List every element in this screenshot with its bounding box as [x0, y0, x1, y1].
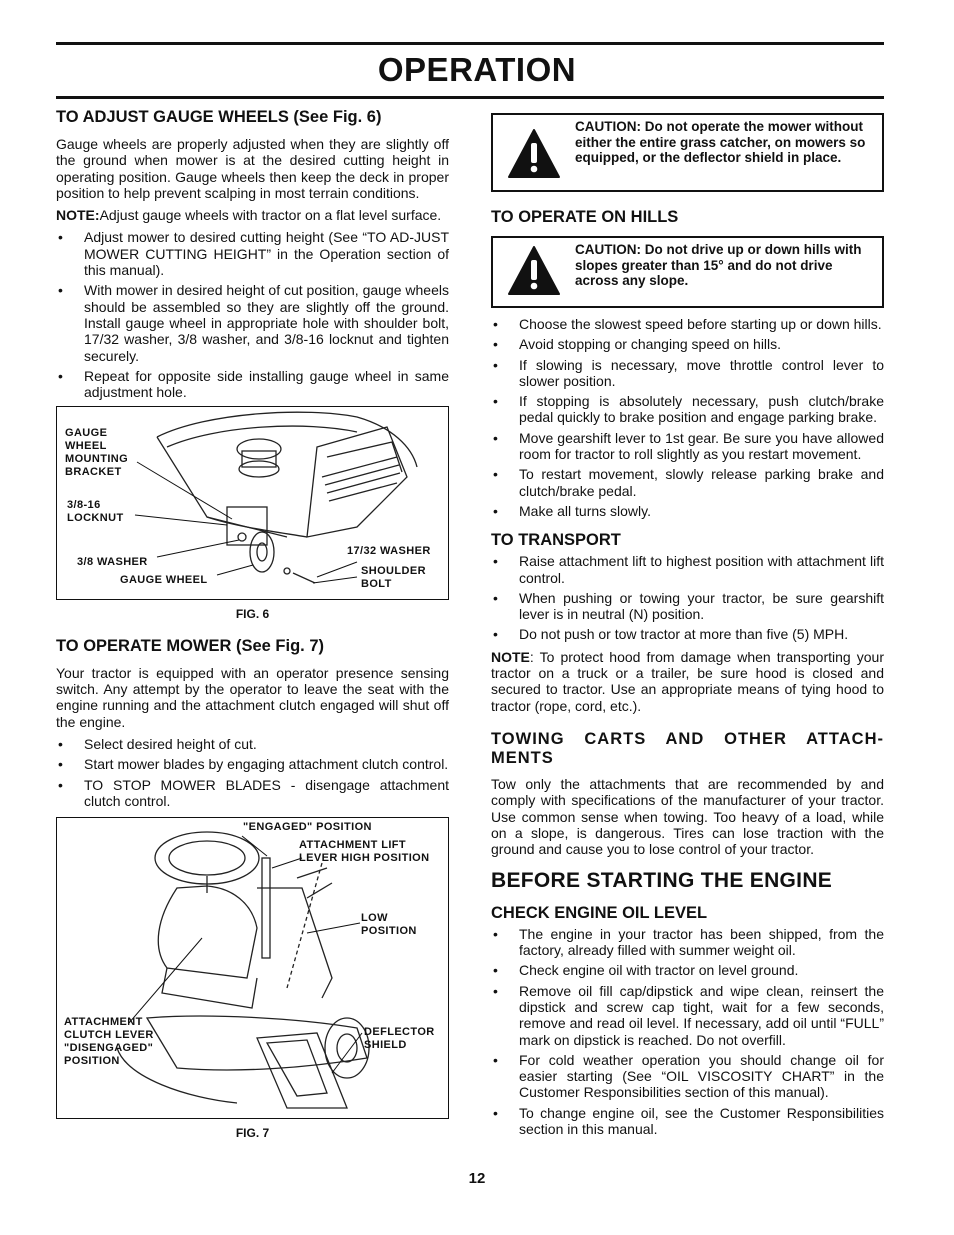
- list-item: • With mower in desired height of cut position, gauge wheels should be assembled so they are slightly off the ground. Install gauge wheel in appropriate hole with shoulder bolt, 17/32 washer, 3/8 washer, and 3/8-16 locknut and tighten securely.: [56, 282, 449, 363]
- oil-level-heading: CHECK ENGINE OIL LEVEL: [491, 903, 708, 922]
- list-item: • Select desired height of cut.: [56, 736, 449, 752]
- list-item: • Repeat for opposite side installing gauge wheel in same adjustment hole.: [56, 368, 449, 401]
- mower-intro: Your tractor is equipped with an operator presence sensing switch. Any attempt by the operator to leave the seat with the engine running and the attachment clutch engaged will shut off the engine.: [56, 664, 449, 730]
- fig6-caption: FIG. 6: [235, 607, 270, 622]
- list-item: • Adjust mower to desired cutting height (See “TO AD-JUST MOWER CUTTING HEIGHT” in the Operation section of this manual).: [56, 229, 449, 278]
- list-item: • Choose the slowest speed before starting up or down hills.: [491, 316, 884, 332]
- gauge-wheel-label: GAUGE WHEEL: [120, 574, 208, 587]
- list-item: • Check engine oil with tractor on level ground.: [491, 962, 884, 978]
- fig6-illustration: [56, 406, 449, 600]
- towing-heading: TOWING CARTS AND OTHER ATTACH-MENTS: [491, 729, 884, 767]
- fig7-illustration: [56, 817, 449, 1119]
- caution-box-mower: [491, 113, 884, 192]
- list-item: • To change engine oil, see the Customer Responsibilities section in this manual.: [491, 1105, 884, 1138]
- list-item: • TO STOP MOWER BLADES - disengage attachment clutch control.: [56, 777, 449, 810]
- warning-triangle-icon: [507, 127, 561, 181]
- caution-text: CAUTION: Do not operate the mower without either the entire grass catcher, on mowers so equipped, or the deflector shield in place.: [575, 119, 866, 166]
- list-item: • Avoid stopping or changing speed on hills.: [491, 336, 884, 352]
- note-label: NOTE: [491, 648, 530, 665]
- washer38-label: 3/8 WASHER: [77, 556, 148, 569]
- list-item: • Remove oil fill cap/dipstick and wipe clean, reinsert the dipstick and screw cap tight, wait for a few seconds, remove and read oil level. If necessary, add oil until “FULL” mark on dipstick is reached. Do not overfill.: [491, 983, 884, 1048]
- washer1732-label: 17/32 WASHER: [347, 545, 431, 558]
- transport-heading: TO TRANSPORT: [491, 531, 621, 550]
- gauge-note: [56, 207, 449, 223]
- bracket-label: GAUGE WHEEL MOUNTING BRACKET: [65, 427, 129, 479]
- page-number: 12: [468, 1170, 486, 1187]
- gauge-bullets: [56, 229, 449, 400]
- fig7-caption: FIG. 7: [235, 1126, 270, 1141]
- oil-bullets: [491, 926, 884, 1138]
- locknut-label: 3/8-16 LOCKNUT: [67, 499, 124, 525]
- clutch-lever-label: ATTACHMENT CLUTCH LEVER "DISENGAGED" POSITION: [64, 1016, 154, 1068]
- list-item: • If stopping is absolutely necessary, push clutch/brake pedal quickly to brake position and engage parking brake.: [491, 393, 884, 426]
- page-title: OPERATION: [377, 51, 577, 88]
- right-column: [491, 113, 884, 1143]
- low-position-label: LOW POSITION: [361, 912, 417, 938]
- warning-triangle-icon: [507, 244, 561, 298]
- top-rule: [56, 42, 884, 45]
- deflector-label: DEFLECTOR SHIELD: [364, 1026, 435, 1052]
- left-column: [56, 108, 449, 1155]
- transport-note: [491, 649, 884, 714]
- gauge-heading: TO ADJUST GAUGE WHEELS (See Fig. 6): [56, 108, 382, 126]
- note-label: NOTE:: [56, 207, 100, 224]
- note-text: : To protect hood from damage when transporting your tractor on a truck or a trailer, be sure hood is closed and secured to tractor. Use an appropriate means of tying hood to tractor (rope, cord, etc.).: [491, 648, 884, 714]
- transport-bullets: [491, 553, 884, 642]
- list-item: • When pushing or towing your tractor, be sure gearshift lever is in neutral (N) position.: [491, 590, 884, 623]
- note-text: Adjust gauge wheels with tractor on a flat level surface.: [99, 207, 442, 224]
- towing-text: Tow only the attachments that are recommended by and comply with specifications of the manufacturer of your tractor. Use common sense when towing. Too heavy of a load, while on a slope, is dangerous. Tires can lose traction with the ground and cause you to lose control of your tractor.: [491, 775, 884, 858]
- mower-heading: TO OPERATE MOWER (See Fig. 7): [56, 636, 324, 655]
- before-heading: BEFORE STARTING THE ENGINE: [491, 869, 833, 893]
- caution-box-hills: [491, 236, 884, 308]
- title-underline: [56, 96, 884, 99]
- mower-bullets: [56, 736, 449, 809]
- caution-text: CAUTION: Do not drive up or down hills with slopes greater than 15° and do not drive across any slope.: [575, 242, 862, 289]
- hills-bullets: [491, 316, 884, 519]
- list-item: • To restart movement, slowly release parking brake and clutch/brake pedal.: [491, 466, 884, 499]
- engaged-label: "ENGAGED" POSITION: [243, 821, 372, 834]
- list-item: • Raise attachment lift to highest position with attachment lift control.: [491, 553, 884, 586]
- list-item: • If slowing is necessary, move throttle control lever to slower position.: [491, 357, 884, 390]
- list-item: • Move gearshift lever to 1st gear. Be sure you have allowed room for tractor to roll slightly as you restart movement.: [491, 430, 884, 463]
- lift-high-label: ATTACHMENT LIFT LEVER HIGH POSITION: [299, 839, 430, 865]
- list-item: • Start mower blades by engaging attachment clutch control.: [56, 756, 449, 772]
- shoulder-bolt-label: SHOULDER BOLT: [361, 565, 426, 591]
- list-item: • Do not push or tow tractor at more than five (5) MPH.: [491, 626, 884, 642]
- list-item: • The engine in your tractor has been shipped, from the factory, already filled with summer weight oil.: [491, 926, 884, 959]
- list-item: • Make all turns slowly.: [491, 503, 884, 519]
- hills-heading: TO OPERATE ON HILLS: [491, 208, 679, 226]
- gauge-intro: Gauge wheels are properly adjusted when they are slightly off the ground when mower is at the desired cutting height in operating position. Gauge wheels then keep the deck in proper position to help prevent scalping in most terrain conditions.: [56, 136, 449, 201]
- list-item: • For cold weather operation you should change oil for easier starting (See “OIL VISCOSITY CHART” in the Customer Responsibilities section of this manual).: [491, 1052, 884, 1101]
